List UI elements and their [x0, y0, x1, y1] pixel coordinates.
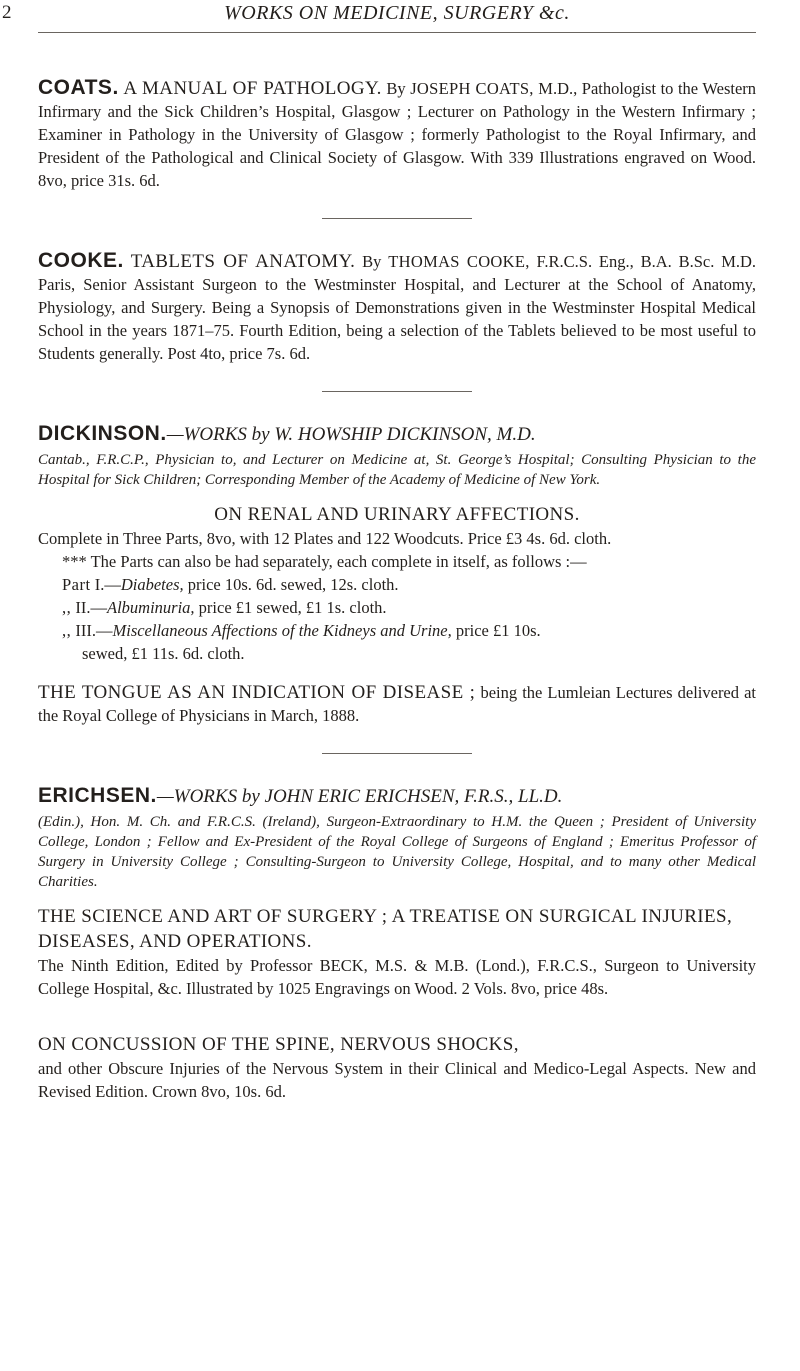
author-name: THOMAS COOKE, — [388, 252, 530, 271]
page-number: 2 — [2, 2, 12, 23]
part-price: price £1 sewed, £1 1s. cloth. — [194, 598, 387, 617]
book-title-renal: ON RENAL AND URINARY AFFECTIONS. — [214, 504, 580, 525]
book-title-tongue: THE TONGUE AS AN INDICATION OF DISEASE ; — [38, 682, 476, 703]
part-subject: Albuminuria, — [107, 598, 195, 617]
part-number: III.— — [75, 621, 113, 640]
catalogue-page — [2, 0, 757, 1103]
section-divider — [322, 218, 472, 219]
part-label: ,, — [62, 621, 72, 640]
book-title-spine: ON CONCUSSION OF THE SPINE, NERVOUS SHOCKS, — [38, 1034, 519, 1055]
part-label: Part — [62, 575, 91, 594]
running-title: WORKS ON MEDICINE, SURGERY &c. — [224, 2, 570, 24]
part-line — [38, 573, 756, 596]
spacer — [38, 1000, 756, 1014]
book-title-surgery: THE SCIENCE AND ART OF SURGERY ; A TREATISE ON SURGICAL INJURIES, DISEASES, AND OPERATIONS. — [38, 906, 733, 952]
part-label: ,, — [62, 598, 72, 617]
part-price: price 10s. 6d. sewed, 12s. cloth. — [183, 575, 399, 594]
works-heading: —WORKS by W. HOWSHIP DICKINSON, M.D. — [166, 424, 536, 445]
by-word: By — [362, 252, 382, 271]
author-name: JOSEPH COATS, — [410, 79, 534, 98]
author-credits: (Edin.), Hon. M. Ch. and F.R.C.S. (Ireland), Surgeon-Extraordinary to H.M. the Queen ; President of University College, London ; Fellow and Ex-President of the Royal College of Surgeons of England ; Emeritus Professor of Surgery in University College ; Consulting-Surgeon to University College, Hospital, and to many other Medical Charities. — [38, 814, 756, 890]
book-entry-tongue — [38, 681, 756, 727]
part-line — [38, 596, 756, 619]
book-description-tongue: being the Lumleian Lectures delivered at the Royal College of Physicians in March, 1888. — [38, 683, 756, 725]
author-heading: DICKINSON. — [38, 422, 167, 445]
book-description-surgery: The Ninth Edition, Edited by Professor BECK, M.S. & M.B. (Lond.), F.R.C.S., Surgeon to University College Hospital, &c. Illustrated by 1025 Engravings on Wood. 2 Vols. 8vo, price 48s. — [38, 956, 756, 998]
part-continuation: sewed, £1 11s. 6d. cloth. — [82, 644, 245, 663]
running-head — [2, 0, 756, 50]
author-heading: COATS. — [38, 76, 119, 99]
part-price: price £1 10s. — [451, 621, 541, 640]
works-heading: —WORKS by JOHN ERIC ERICHSEN, F.R.S., LL.D. — [156, 786, 563, 807]
part-number: I.— — [94, 575, 121, 594]
book-description-spine: and other Obscure Injuries of the Nervous System in their Clinical and Medico-Legal Aspects. New and Revised Edition. Crown 8vo, 10s. 6d. — [38, 1059, 756, 1101]
book-title: A MANUAL OF PATHOLOGY. — [123, 78, 382, 99]
header-rule — [38, 32, 756, 33]
author-heading: COOKE. — [38, 249, 124, 272]
part-subject: Miscellaneous Affections of the Kidneys and Urine, — [112, 621, 452, 640]
author-heading: ERICHSEN. — [38, 784, 157, 807]
part-subject: Diabetes, — [120, 575, 184, 594]
entry-description: M.D., Pathologist to the Western Infirmary and the Sick Children’s Hospital, Glasgow ; Lecturer on Pathology in the Western Infirmary ; Examiner in Pathology in the University of Glasgow ; formerly Pathologist to the Royal Infirmary, and President of the Pathological and Clinical Society of Glasgow. With 339 Illustrations engraved on Wood. 8vo, price 31s. 6d. — [38, 79, 757, 190]
by-word: By — [386, 79, 406, 98]
section-divider — [322, 391, 472, 392]
parts-note: *** The Parts can also be had separately, each complete in itself, as follows :— — [62, 552, 587, 571]
entry-cooke — [38, 249, 756, 365]
entry-erichsen — [38, 784, 756, 808]
book-title: TABLETS OF ANATOMY. — [130, 251, 356, 272]
author-credits: Cantab., F.R.C.P., Physician to, and Lecturer on Medicine at, St. George’s Hospital; Consulting Physician to the Hospital for Sick Children; Corresponding Member of the Academy of Medicine of New York. — [38, 452, 756, 488]
entry-dickinson — [38, 422, 756, 446]
book-description-renal: Complete in Three Parts, 8vo, with 12 Plates and 122 Woodcuts. Price £3 4s. 6d. cloth. — [38, 529, 612, 548]
entry-coats — [38, 76, 756, 192]
section-divider — [322, 753, 472, 754]
part-line — [38, 619, 756, 642]
part-number: II.— — [75, 598, 107, 617]
entry-description: F.R.C.S. Eng., B.A. B.Sc. M.D. Paris, Senior Assistant Surgeon to the Westminster Hospital, and Lecturer at the School of Anatomy, Physiology, and Surgery. Being a Synopsis of Demonstrations given in the Westminster Hospital Medical School in the years 1871–75. Fourth Edition, being a selection of the Tablets believed to be most useful to Students generally. Post 4to, price 7s. 6d. — [38, 252, 757, 363]
